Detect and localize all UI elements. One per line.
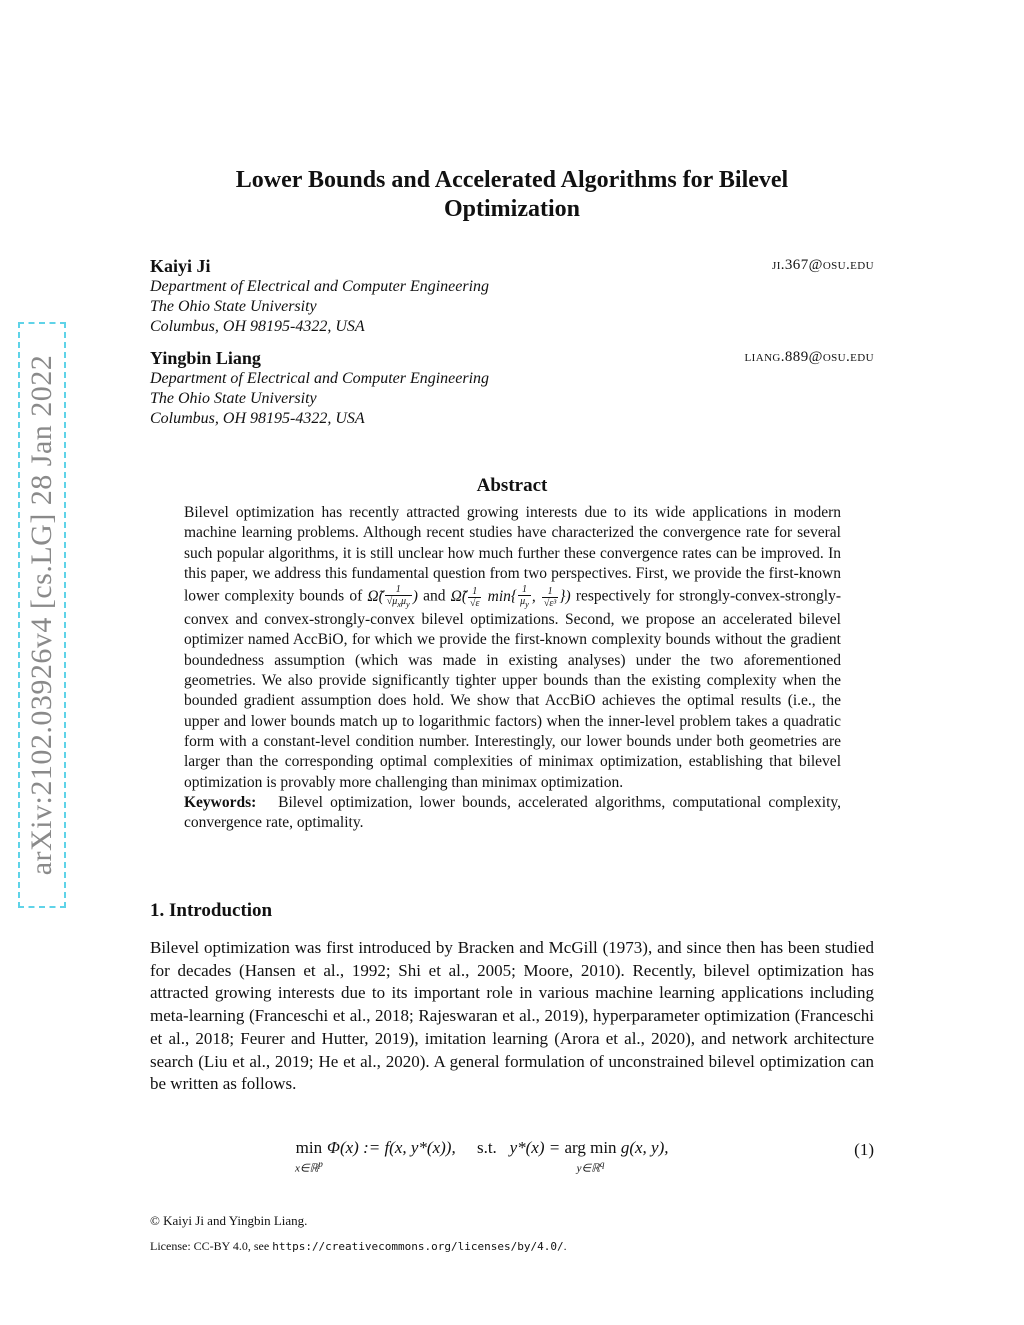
author-name: Kaiyi Ji bbox=[150, 256, 211, 276]
title-line-2: Optimization bbox=[444, 196, 580, 222]
abstract-body bbox=[184, 503, 841, 833]
author-name: Yingbin Liang bbox=[150, 348, 261, 368]
paper-title bbox=[150, 166, 874, 224]
author-affiliation-university: The Ohio State University bbox=[150, 298, 317, 315]
arxiv-id-label: arXiv:2102.03926v4 [cs.LG] 28 Jan 2022 bbox=[25, 354, 58, 876]
arxiv-sidebar-stamp bbox=[18, 322, 66, 908]
author-affiliation-university: The Ohio State University bbox=[150, 390, 317, 407]
author-email[interactable]: ji.367@osu.edu bbox=[772, 257, 874, 273]
abstract-text-part2: respectively for strongly-convex-strongly-convex and convex-strongly-convex bilevel optimizations. Second, we propose an accelerated bilevel optimizer named AccBiO, for which we provide the first-known complexity bounds without the gradient boundedness assumption (which was made in existing analyses) under the two aforementioned geometries. We also provide significantly tighter upper bounds than the existing complexity when the bounded gradient assumption does hold. We show that AccBiO achieves the optimal results (i.e., the upper and lower bounds match up to logarithmic factors) when the inner-level problem takes a quadratic form with a constant-level condition number. Interestingly, our lower bounds under both geometries are larger than the corresponding optimal complexities of minimax optimization, establishing that bilevel optimization is provably more challenging than minimax optimization. bbox=[184, 587, 841, 791]
author-affiliation-dept: Department of Electrical and Computer Engineering bbox=[150, 370, 490, 387]
author-affiliation-address: Columbus, OH 98195-4322, USA bbox=[150, 410, 365, 427]
author-email[interactable]: liang.889@osu.edu bbox=[744, 349, 874, 365]
title-line-1: Lower Bounds and Accelerated Algorithms for Bilevel bbox=[235, 167, 789, 193]
abstract-and: and bbox=[423, 587, 446, 605]
section-heading-introduction: 1. Introduction bbox=[150, 900, 273, 921]
introduction-paragraph: Bilevel optimization was first introduced by Bracken and McGill (1973), and since then has been studied for decades (Hansen et al., 1992; Shi et al., 2005; Moore, 2010). Recently, bilevel optimization has attracted growing interests due to its important role in various machine learning applications including meta-learning (Franceschi et al., 2018; Rajeswaran et al., 2019), hyperparameter optimization (Franceschi et al., 2018; Feurer and Hutter, 2019), imitation learning (Arora et al., 2020), and network architecture search (Liu et al., 2019; He et al., 2020). A general formulation of unconstrained bilevel optimization can be written as follows. bbox=[150, 938, 874, 1094]
lower-bound-formula-2: Ω̃( $\frac{1}{√\varepsilon}$ min{ $\frac{1}{\mu_y}$ , $\frac{1}{\text{√ε³}}$ }) bbox=[450, 584, 571, 610]
author-block-2 bbox=[150, 347, 874, 429]
equation-1 bbox=[150, 1138, 874, 1178]
lower-bound-formula-1: Ω̃( $\frac{1}{√\mu_x\mu_y}$ ) bbox=[367, 584, 418, 610]
abstract-text-part1: Bilevel optimization has recently attracted growing interests due to its wide applications in modern machine learning problems. Although recent studies have characterized the convergence rate for several such popular algorithms, it is still unclear how much further these convergence rates can be improved. In this paper, we address this fundamental question from two perspectives. First, we provide the first-known lower complexity bounds of bbox=[184, 504, 841, 605]
copyright-notice: © Kaiyi Ji and Yingbin Liang. bbox=[150, 1213, 308, 1228]
license-link[interactable]: https://creativecommons.org/licenses/by/4.0/ bbox=[272, 1240, 564, 1253]
abstract-heading: Abstract bbox=[476, 475, 548, 496]
license-notice bbox=[150, 1239, 567, 1254]
author-affiliation-address: Columbus, OH 98195-4322, USA bbox=[150, 318, 365, 335]
license-prefix: License: CC-BY 4.0, see bbox=[150, 1239, 270, 1253]
keywords-label: Keywords: bbox=[184, 793, 257, 811]
author-affiliation-dept: Department of Electrical and Computer Engineering bbox=[150, 278, 490, 295]
equation-body: min x∈ℝ$^p$ Φ(x) := f(x, y*(x)), s.t. y*(x) = arg min y∈ℝ$^q$ g(x, y), bbox=[295, 1138, 669, 1175]
license-suffix: . bbox=[563, 1239, 567, 1253]
author-block-1 bbox=[150, 255, 874, 337]
equation-number: (1) bbox=[854, 1140, 874, 1159]
keywords-text: Bilevel optimization, lower bounds, accelerated algorithms, computational complexity, convergence rate, optimality. bbox=[184, 793, 841, 832]
